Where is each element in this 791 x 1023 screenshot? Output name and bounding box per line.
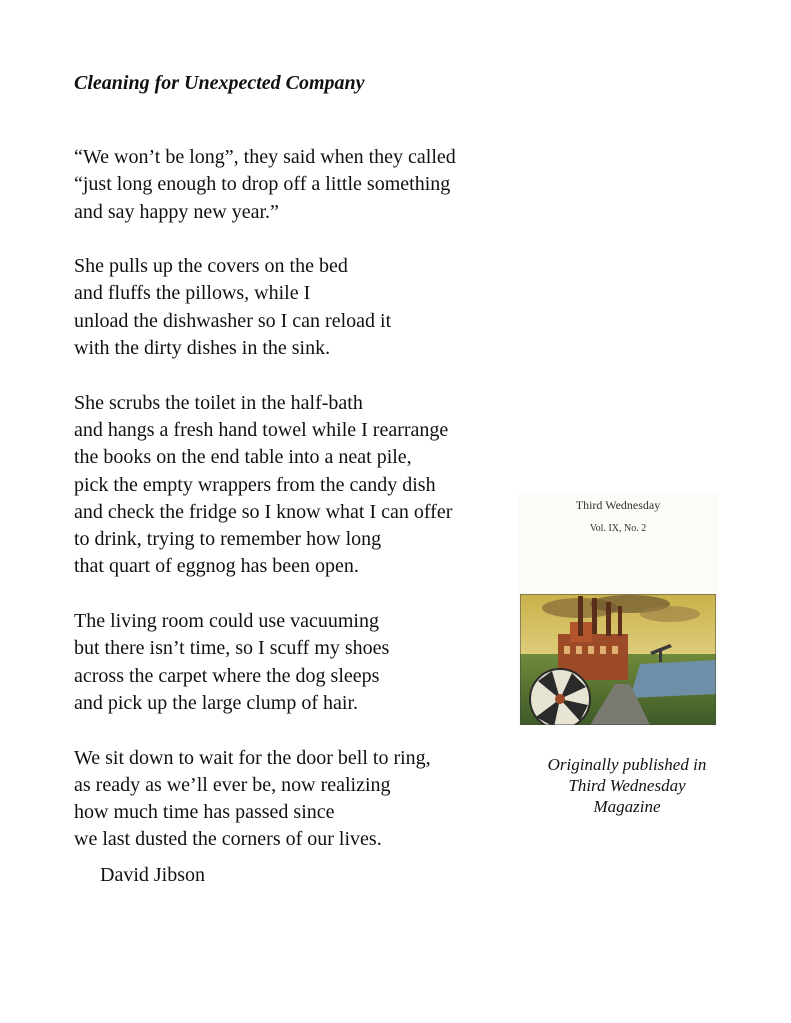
film-reel — [530, 669, 590, 725]
stanza — [74, 253, 504, 362]
poem-line: with the dirty dishes in the sink. — [74, 337, 331, 360]
magazine-cover — [518, 494, 718, 726]
poem-line: She scrubs the toilet in the half-bath — [74, 391, 363, 414]
poem-line: to drink, trying to remember how long — [74, 528, 382, 551]
factory-window — [600, 646, 606, 654]
poem-line: the books on the end table into a neat pile, — [74, 446, 412, 469]
poem-line: and pick up the large clump of hair. — [74, 691, 358, 714]
factory-window — [612, 646, 618, 654]
stanza — [74, 390, 504, 581]
poem-line: pick the empty wrappers from the candy dish — [74, 473, 436, 496]
stanza — [74, 745, 504, 854]
poem-line: and hangs a fresh hand towel while I rearrange — [74, 418, 449, 441]
chimney — [618, 606, 622, 636]
poem-line: and fluffs the pillows, while I — [74, 282, 311, 305]
caption-line: Third Wednesday — [568, 776, 686, 795]
cover-volume: Vol. IX, No. 2 — [589, 523, 647, 534]
factory-window — [564, 646, 570, 654]
poem-author: David Jibson — [100, 864, 205, 886]
caption-line: Originally published in — [547, 755, 707, 774]
cover-title: Third Wednesday — [575, 498, 661, 512]
poem-line: “We won’t be long”, they said when they called — [74, 146, 456, 168]
poem-body — [74, 144, 504, 854]
poem-line: how much time has passed since — [74, 801, 335, 824]
poem-line: that quart of eggnog has been open. — [74, 555, 359, 578]
poem-line: “just long enough to drop off a little something — [74, 173, 451, 196]
poem-line: The living room could use vacuuming — [74, 610, 379, 633]
chimney — [606, 602, 611, 636]
poem-line: but there isn’t time, so I scuff my shoes — [74, 637, 390, 660]
poem-line: unload the dishwasher so I can reload it — [74, 309, 392, 332]
cover-artwork — [520, 594, 716, 725]
chimney — [592, 598, 597, 634]
poem-title: Cleaning for Unexpected Company — [74, 72, 365, 94]
poem-line: and say happy new year.” — [74, 200, 279, 223]
poem-line: we last dusted the corners of our lives. — [74, 828, 382, 851]
factory-window — [588, 646, 594, 654]
poem-line: We sit down to wait for the door bell to ring, — [74, 746, 431, 769]
poem-line: across the carpet where the dog sleeps — [74, 664, 380, 687]
stanza — [74, 144, 504, 226]
chimney — [578, 596, 583, 636]
smoke — [640, 606, 700, 622]
poem-line: She pulls up the covers on the bed — [74, 255, 348, 278]
poem-line: as ready as we’ll ever be, now realizing — [74, 773, 391, 796]
stanza — [74, 608, 504, 717]
poem-line: and check the fridge so I know what I can offer — [74, 500, 453, 523]
water — [630, 660, 716, 698]
publication-caption — [522, 754, 732, 817]
caption-line: Magazine — [593, 797, 661, 816]
factory-window — [576, 646, 582, 654]
pump-jack — [659, 648, 662, 662]
